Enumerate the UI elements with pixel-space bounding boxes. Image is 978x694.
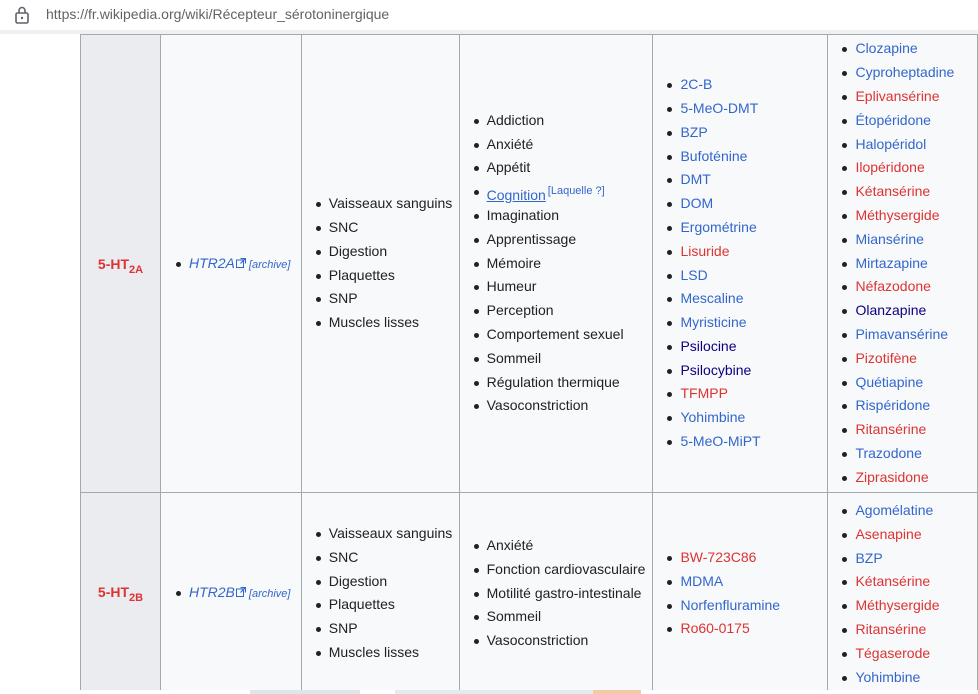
list-item-label: SNC — [328, 548, 359, 565]
drug-link[interactable]: Mirtazapine — [855, 254, 928, 271]
list-item — [310, 264, 459, 288]
list-item[interactable] — [836, 275, 977, 299]
list-item — [310, 240, 459, 264]
drug-link[interactable]: Miansérine — [855, 230, 924, 247]
list-item[interactable] — [661, 594, 827, 618]
locations-list — [302, 192, 459, 335]
list-item: Addiction — [468, 109, 653, 133]
antagonists-list — [828, 37, 977, 489]
drug-link[interactable]: Lisuride — [680, 242, 730, 259]
list-item-label: Plaquettes — [328, 266, 395, 283]
receptor-name: $5-HT_{2B}$ — [97, 584, 144, 604]
external-link-icon — [236, 587, 246, 597]
drug-link[interactable]: DOM — [680, 195, 714, 212]
list-item: Perception — [468, 299, 653, 323]
receptor-name-cell — [81, 493, 161, 694]
list-item[interactable] — [661, 240, 827, 264]
list-item[interactable] — [836, 547, 977, 571]
list-item — [468, 534, 653, 558]
drug-link[interactable]: Yohimbine — [680, 409, 746, 426]
list-item[interactable] — [836, 228, 977, 252]
archive-link[interactable]: [archive] — [248, 588, 291, 600]
drug-link[interactable]: BW-723C86 — [680, 549, 757, 565]
drug-link[interactable]: Ro60-0175 — [680, 620, 750, 637]
functions-list — [460, 534, 653, 653]
drug-link[interactable]: Tégaserode — [855, 644, 931, 661]
url-text[interactable]: https://fr.wikipedia.org/wiki/Récepteur_sérotoninergique — [46, 6, 390, 22]
list-item[interactable] — [661, 570, 827, 594]
drug-link[interactable]: Agomélatine — [855, 502, 934, 518]
list-item[interactable] — [836, 466, 977, 490]
locations-cell — [301, 493, 459, 694]
agonists-list — [653, 73, 827, 454]
list-item[interactable] — [836, 347, 977, 371]
list-item — [310, 641, 459, 665]
list-item[interactable] — [836, 594, 977, 618]
drug-link[interactable]: TFMPP — [680, 385, 728, 402]
drug-link[interactable]: Rispéridone — [855, 397, 931, 414]
gene-list — [161, 581, 301, 605]
list-item — [310, 522, 459, 546]
list-item[interactable] — [836, 204, 977, 228]
drug-link[interactable]: Trazodone — [855, 444, 922, 461]
list-item-label: Fonction cardiovasculaire — [486, 560, 646, 577]
page-content — [0, 34, 978, 694]
list-item[interactable] — [661, 430, 827, 454]
gene-list — [161, 252, 301, 276]
list-item[interactable] — [836, 180, 977, 204]
list-item[interactable] — [836, 570, 977, 594]
drug-link[interactable]: MDMA — [680, 572, 724, 589]
antagonists-list — [828, 499, 977, 689]
list-item[interactable] — [836, 418, 977, 442]
list-item-label: Anxiété — [486, 537, 534, 553]
drug-link[interactable]: Kétansérine — [855, 183, 931, 200]
drug-link[interactable]: Étopéridone — [855, 111, 931, 128]
list-item: Anxiété — [468, 133, 653, 157]
drug-link[interactable]: Cyproheptadine — [855, 64, 955, 81]
drug-link[interactable]: 2C-B — [680, 76, 713, 93]
drug-link[interactable]: Yohimbine — [855, 668, 921, 685]
receptor-table — [80, 34, 978, 694]
list-item — [468, 180, 653, 204]
list-item[interactable] — [836, 252, 977, 276]
drug-link[interactable]: Bufoténine — [680, 147, 748, 164]
list-item — [310, 617, 459, 641]
list-item[interactable] — [836, 323, 977, 347]
list-item[interactable] — [661, 546, 827, 570]
lock-icon[interactable] — [13, 5, 31, 25]
list-item[interactable] — [661, 97, 827, 121]
list-item[interactable] — [661, 406, 827, 430]
antagonists-cell — [828, 493, 978, 694]
drug-link[interactable]: BZP — [855, 549, 883, 566]
list-item[interactable] — [661, 168, 827, 192]
list-item — [310, 311, 459, 335]
list-item — [170, 581, 301, 605]
gene-link[interactable]: HTR2B — [189, 584, 235, 600]
list-item-label: Vasoconstriction — [486, 632, 589, 649]
list-item-label: Motilité gastro-intestinale — [486, 584, 642, 601]
functions-cell — [459, 493, 653, 694]
list-item[interactable] — [661, 216, 827, 240]
list-item[interactable] — [836, 442, 977, 466]
list-item: Mémoire — [468, 252, 653, 276]
list-item — [310, 287, 459, 311]
list-item[interactable] — [661, 192, 827, 216]
list-item[interactable] — [836, 618, 977, 642]
drug-link[interactable]: Ilopéridone — [855, 159, 925, 176]
agonists-cell — [653, 493, 828, 694]
list-item-label: SNP — [328, 620, 358, 637]
list-item — [310, 192, 459, 216]
drug-link[interactable]: Psilocybine — [680, 361, 752, 378]
drug-link[interactable]: Clozapine — [855, 40, 918, 57]
drug-link[interactable]: Ritansérine — [855, 421, 927, 438]
list-item[interactable] — [836, 299, 977, 323]
list-item[interactable] — [661, 617, 827, 641]
drug-link[interactable]: Halopéridol — [855, 135, 927, 152]
list-item — [310, 546, 459, 570]
clarification-note[interactable]: [Laquelle ?] — [547, 185, 605, 198]
list-item — [170, 252, 301, 276]
locations-list — [302, 522, 459, 665]
list-item[interactable] — [836, 499, 977, 523]
drug-link[interactable]: Ergométrine — [680, 218, 757, 235]
list-item — [310, 593, 459, 617]
drug-link[interactable]: Myristicine — [680, 314, 747, 331]
list-item[interactable] — [661, 311, 827, 335]
archive-link[interactable]: [archive] — [248, 258, 291, 271]
drug-link[interactable]: Eplivansérine — [855, 88, 940, 105]
bottom-scroll-strip — [0, 690, 978, 694]
antagonists-cell — [828, 35, 978, 493]
list-item — [310, 570, 459, 594]
list-item-label: Muscles lisses — [328, 314, 420, 331]
list-item-label: Digestion — [328, 242, 388, 259]
list-item: Imagination — [468, 204, 653, 228]
table-row — [81, 35, 978, 493]
agonists-list — [653, 546, 827, 641]
drug-link[interactable]: 5-MeO-MiPT — [680, 433, 761, 450]
list-item[interactable] — [661, 145, 827, 169]
list-item[interactable] — [661, 73, 827, 97]
drug-link[interactable]: LSD — [680, 266, 708, 283]
list-item[interactable] — [836, 371, 977, 395]
list-item[interactable] — [836, 666, 977, 690]
locations-cell — [301, 35, 459, 493]
list-item[interactable] — [836, 109, 977, 133]
list-item — [310, 216, 459, 240]
cognition-link[interactable]: Cognition — [486, 187, 546, 204]
drug-link[interactable]: Kétansérine — [855, 573, 931, 590]
list-item-label: SNC — [328, 218, 359, 235]
list-item: Vasoconstriction — [468, 394, 653, 418]
list-item[interactable] — [661, 264, 827, 288]
list-item[interactable] — [661, 382, 827, 406]
gene-cell — [161, 493, 302, 694]
drug-link[interactable]: Néfazodone — [855, 278, 931, 295]
receptor-name: $5-HT_{2A}$ — [97, 255, 144, 276]
address-bar[interactable] — [0, 0, 978, 31]
agonists-cell — [653, 35, 828, 493]
drug-link[interactable]: Ritansérine — [855, 620, 927, 637]
list-item: Humeur — [468, 275, 653, 299]
list-item: Sommeil — [468, 347, 653, 371]
functions-cell — [459, 35, 653, 493]
drug-link[interactable]: 5-MeO-DMT — [680, 99, 759, 116]
list-item-label: SNP — [328, 290, 358, 307]
drug-link[interactable]: DMT — [680, 171, 711, 188]
list-item: Comportement sexuel — [468, 323, 653, 347]
list-item: Appétit — [468, 156, 653, 180]
list-item[interactable] — [661, 287, 827, 311]
list-item[interactable] — [836, 37, 977, 61]
list-item[interactable] — [661, 359, 827, 383]
drug-link[interactable]: Asenapine — [855, 525, 922, 542]
drug-link[interactable]: Psilocine — [680, 337, 737, 354]
drug-link[interactable]: Ziprasidone — [855, 468, 929, 485]
list-item-label: Muscles lisses — [328, 643, 420, 660]
list-item[interactable] — [661, 335, 827, 359]
list-item[interactable] — [836, 523, 977, 547]
list-item — [468, 605, 653, 629]
list-item — [468, 558, 653, 582]
gene-link[interactable]: HTR2A — [189, 254, 235, 271]
list-item-label: Vaisseaux sanguins — [328, 195, 453, 212]
table-row — [81, 493, 978, 694]
drug-link[interactable]: Méthysergide — [855, 597, 940, 614]
list-item[interactable] — [836, 156, 977, 180]
drug-link[interactable]: Mescaline — [680, 290, 744, 307]
drug-link[interactable]: Pimavansérine — [855, 325, 949, 342]
list-item — [468, 582, 653, 606]
drug-link[interactable]: Méthysergide — [855, 207, 940, 223]
list-item: Régulation thermique — [468, 371, 653, 395]
drug-link[interactable]: Quétiapine — [855, 373, 924, 390]
drug-link[interactable]: Olanzapine — [855, 302, 927, 319]
list-item[interactable] — [836, 133, 977, 157]
list-item[interactable] — [836, 642, 977, 666]
list-item-label: Digestion — [328, 572, 388, 589]
list-item[interactable] — [836, 85, 977, 109]
list-item-label: Vaisseaux sanguins — [328, 525, 453, 541]
drug-link[interactable]: Norfenfluramine — [680, 596, 781, 613]
drug-link[interactable]: BZP — [680, 123, 708, 140]
external-link-icon — [236, 258, 246, 268]
receptor-name-cell — [81, 35, 161, 493]
list-item[interactable] — [836, 394, 977, 418]
list-item[interactable] — [661, 121, 827, 145]
list-item[interactable] — [836, 61, 977, 85]
gene-cell — [161, 35, 302, 493]
list-item: Apprentissage — [468, 228, 653, 252]
list-item — [468, 629, 653, 653]
list-item-label: Plaquettes — [328, 596, 395, 613]
drug-link[interactable]: Pizotifène — [855, 349, 917, 366]
list-item-label: Sommeil — [486, 608, 542, 625]
functions-list — [460, 109, 653, 418]
